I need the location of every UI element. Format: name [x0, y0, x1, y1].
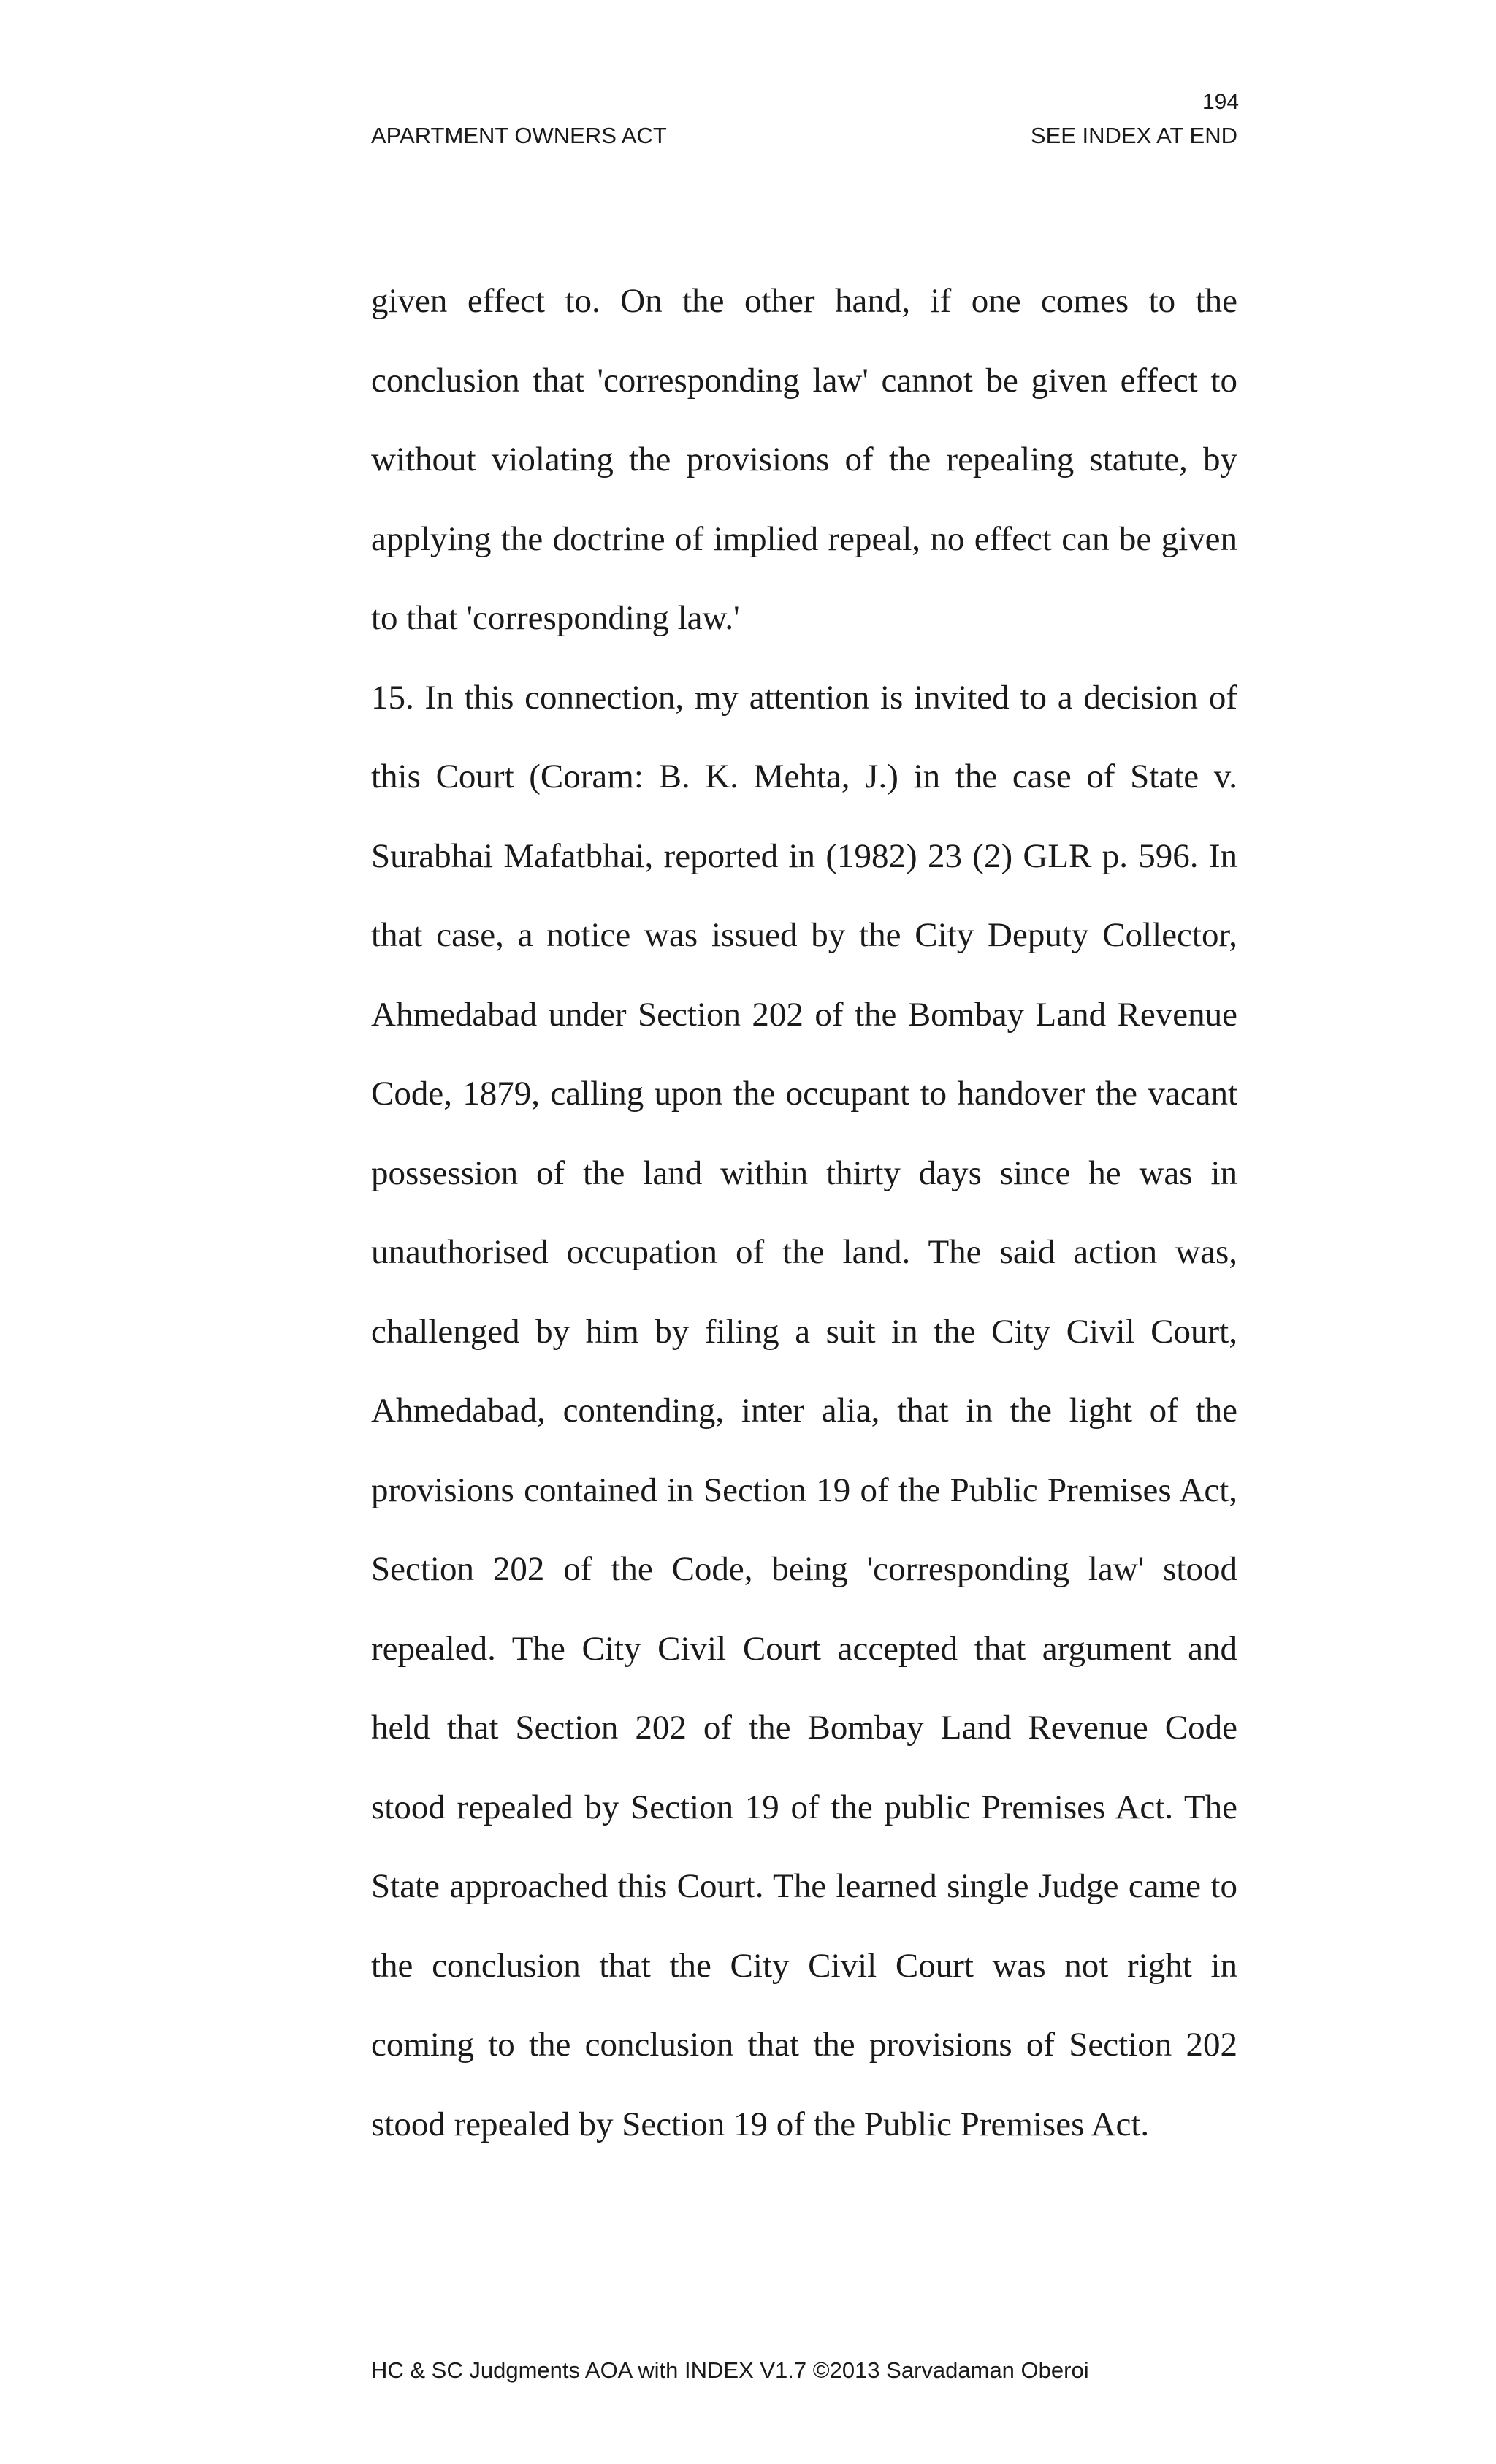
judgment-text [371, 262, 1237, 2164]
page-number: 194 [1202, 90, 1240, 114]
paragraph: 15. In this connection, my attention is invited to a decision of this Court (Coram: B. K. Mehta, J.) in the case of State v. Surabhai Mafatbhai, reported in (1982) 23 (2) GLR p. 596. In that case, a notice was issued by the City Deputy Collector, Ahmedabad under Section 202 of the Bombay Land Revenue Code, 1879, calling upon the occupant to handover the vacant possession of the land within thirty days since he was in unauthorised occupation of the land. The said action was, challenged by him by filing a suit in the City Civil Court, Ahmedabad, contending, inter alia, that in the light of the provisions contained in Section 19 of the Public Premises Act, Section 202 of the Code, being 'corresponding law' stood repealed. The City Civil Court accepted that argument and held that Section 202 of the Bombay Land Revenue Code stood repealed by Section 19 of the public Premises Act. The State approached this Court. The learned single Judge came to the conclusion that the City Civil Court was not right in coming to the conclusion that the provisions of Section 202 stood repealed by Section 19 of the Public Premises Act. [371, 678, 1237, 2143]
footer-credit: HC & SC Judgments AOA with INDEX V1.7 ©2013 Sarvadaman Oberoi [371, 2357, 1089, 2383]
header-index-note: SEE INDEX AT END [1030, 123, 1237, 148]
header-title: APARTMENT OWNERS ACT [371, 123, 667, 148]
paragraph: given effect to. On the other hand, if one comes to the conclusion that 'corresponding law' cannot be given effect to without violating the provisions of the repealing statute, by applying the doctrine of implied repeal, no effect can be given to that 'corresponding law.' [371, 282, 1237, 637]
running-header [371, 123, 1237, 149]
